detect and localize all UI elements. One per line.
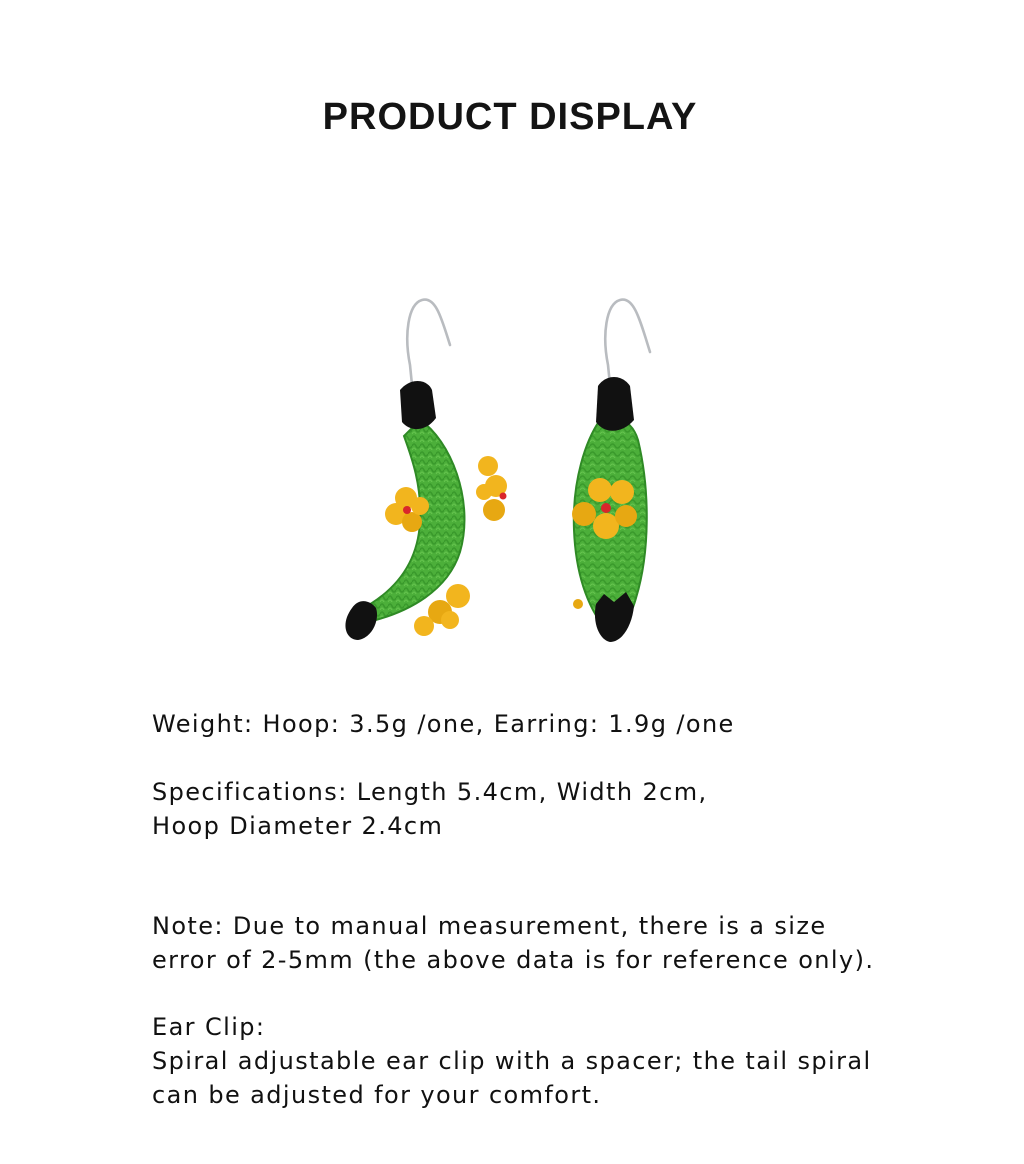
measurement-note xyxy=(152,909,952,977)
size-text-line2: Hoop Diameter 2.4cm xyxy=(152,812,444,840)
page-title: PRODUCT DISPLAY xyxy=(322,96,698,138)
right-flower-partial xyxy=(573,599,583,609)
right-banana-top-tip xyxy=(596,377,634,431)
right-earring xyxy=(572,300,650,642)
weight-spec xyxy=(152,707,952,741)
left-banana-bottom-tip xyxy=(345,601,377,640)
right-hook-icon xyxy=(605,300,650,385)
size-text-line1: Specifications: Length 5.4cm, Width 2cm, xyxy=(152,778,708,806)
left-hook-icon xyxy=(407,300,450,385)
ear-clip-text-line1: Spiral adjustable ear clip with a spacer; the tail spiral xyxy=(152,1047,872,1075)
left-flower-right xyxy=(476,456,507,521)
ear-clip-text-line2: can be adjusted for your comfort. xyxy=(152,1081,602,1109)
ear-clip-spec xyxy=(152,1010,952,1112)
left-banana-top-tip xyxy=(400,381,436,429)
ear-clip-heading: Ear Clip: xyxy=(152,1013,266,1041)
note-text-line1: Note: Due to manual measurement, there is a size xyxy=(152,912,827,940)
earrings-product-image xyxy=(300,290,680,660)
note-text-line2: error of 2-5mm (the above data is for reference only). xyxy=(152,946,875,974)
size-spec xyxy=(152,775,952,843)
left-earring xyxy=(345,300,507,640)
weight-text: Weight: Hoop: 3.5g /one, Earring: 1.9g /one xyxy=(152,710,735,738)
